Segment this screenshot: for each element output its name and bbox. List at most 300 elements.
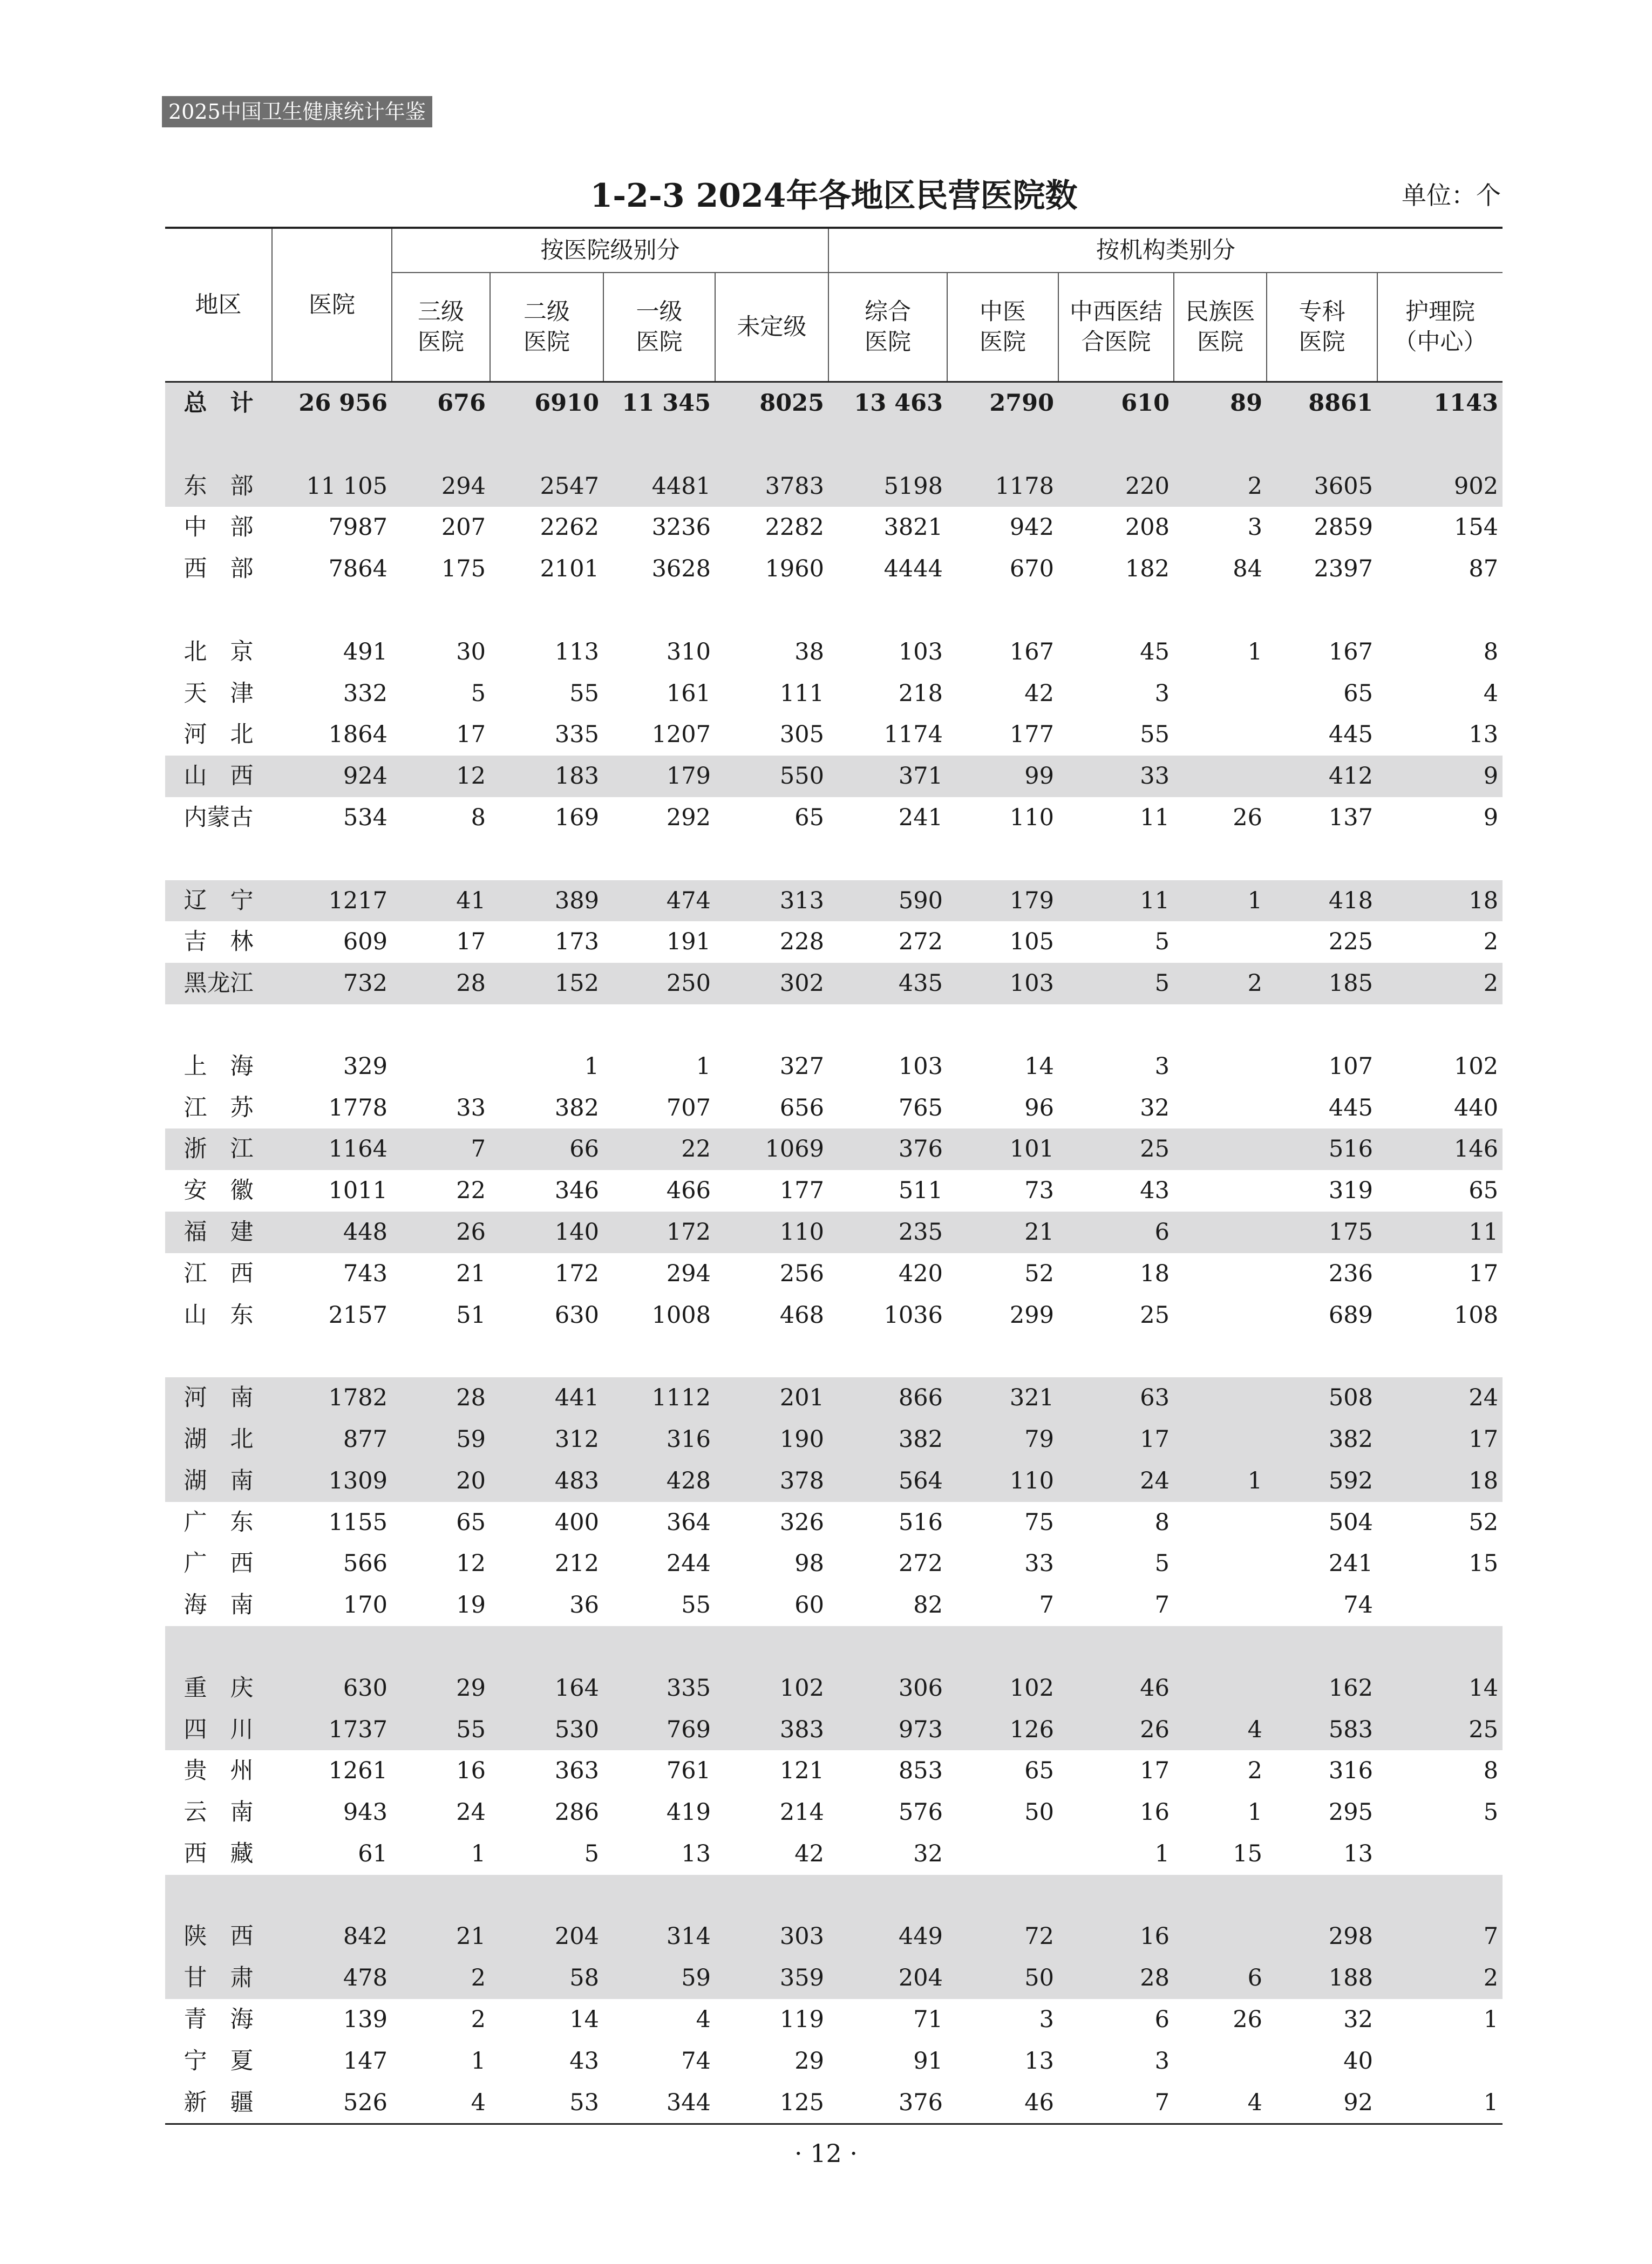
value-cell: 2 xyxy=(1174,466,1267,507)
value-cell: 25 xyxy=(1377,1709,1503,1751)
value-cell: 6 xyxy=(1174,1957,1267,1999)
value-cell: 15 xyxy=(1469,1550,1499,1578)
value-cell: 28 xyxy=(1058,1957,1174,1999)
value-cell: 52 xyxy=(1024,1260,1054,1287)
value-cell xyxy=(1174,1128,1267,1170)
value-cell: 154 xyxy=(1453,514,1499,541)
table-row xyxy=(165,1750,1503,1792)
value-cell: 943 xyxy=(343,1799,387,1826)
value-cell: 1 xyxy=(696,1052,711,1080)
region-cell: 陕 西 xyxy=(165,1916,272,1957)
value-cell: 175 xyxy=(1267,1212,1377,1253)
value-cell xyxy=(1174,1046,1267,1087)
table-row xyxy=(165,1916,1503,1957)
value-cell: 4 xyxy=(696,2006,711,2034)
value-cell: 1261 xyxy=(328,1757,387,1785)
table-row xyxy=(165,756,1503,797)
value-cell: 26 xyxy=(392,1212,490,1253)
value-cell: 59 xyxy=(603,1957,715,1999)
region-cell: 上 海 xyxy=(183,1052,254,1080)
table-row xyxy=(165,921,1503,963)
value-cell: 364 xyxy=(666,1508,711,1536)
value-cell: 14 xyxy=(1377,1668,1503,1709)
value-cell: 16 xyxy=(456,1757,486,1785)
table-row xyxy=(165,673,1503,715)
value-cell: 732 xyxy=(272,963,392,1004)
value-cell: 382 xyxy=(554,1094,599,1121)
value-cell: 105 xyxy=(1009,928,1054,956)
value-cell: 244 xyxy=(666,1550,711,1578)
table-row xyxy=(165,466,1503,507)
value-cell: 204 xyxy=(490,1916,603,1957)
value-cell: 292 xyxy=(666,804,711,831)
value-cell: 3 xyxy=(1154,2047,1170,2075)
value-cell: 435 xyxy=(828,963,947,1004)
value-cell: 13 xyxy=(1343,1840,1373,1867)
table-row xyxy=(165,1212,1503,1253)
region-cell: 河 北 xyxy=(183,721,254,749)
value-cell: 50 xyxy=(1024,1799,1054,1826)
header-region: 地区 xyxy=(165,228,272,382)
value-cell: 111 xyxy=(779,679,824,707)
value-cell: 363 xyxy=(554,1757,599,1785)
value-cell: 1 xyxy=(584,1052,599,1080)
value-cell: 18 xyxy=(1377,1460,1503,1502)
value-cell: 312 xyxy=(490,1419,603,1460)
header-level-col: 一级 医院 xyxy=(603,273,715,382)
value-cell: 185 xyxy=(1267,963,1377,1004)
value-cell: 42 xyxy=(794,1840,824,1867)
value-cell: 3 xyxy=(1247,514,1262,541)
spacer-row xyxy=(165,1336,1503,1377)
value-cell: 420 xyxy=(898,1260,943,1287)
value-cell: 853 xyxy=(898,1757,943,1785)
value-cell: 1011 xyxy=(328,1177,387,1205)
region-cell: 天 津 xyxy=(183,679,254,707)
value-cell: 63 xyxy=(1058,1377,1174,1419)
value-cell: 11 xyxy=(1058,880,1174,922)
region-cell: 黑龙江 xyxy=(165,963,272,1004)
value-cell: 3821 xyxy=(883,514,943,541)
value-cell: 1207 xyxy=(651,721,711,749)
value-cell: 17 xyxy=(1140,1757,1170,1785)
value-cell: 3 xyxy=(1154,1052,1170,1080)
value-cell: 302 xyxy=(715,963,828,1004)
value-cell: 326 xyxy=(779,1508,824,1536)
value-cell: 4 xyxy=(1174,2082,1267,2124)
total-row xyxy=(165,382,1503,424)
value-cell: 177 xyxy=(1009,721,1054,749)
value-cell: 2157 xyxy=(328,1301,387,1329)
spacer-cell xyxy=(165,590,1503,631)
table-row xyxy=(165,1999,1503,2041)
value-cell: 5 xyxy=(1154,1550,1170,1578)
value-cell: 29 xyxy=(392,1668,490,1709)
region-cell: 东 部 xyxy=(165,466,272,507)
value-cell: 564 xyxy=(828,1460,947,1502)
value-cell: 7 xyxy=(1058,2082,1174,2124)
value-cell: 468 xyxy=(779,1301,824,1329)
value-cell: 11 345 xyxy=(603,382,715,424)
header-level-col: 二级 医院 xyxy=(490,273,603,382)
table-row xyxy=(165,1253,1503,1295)
value-cell: 228 xyxy=(779,928,824,956)
value-cell: 319 xyxy=(1328,1177,1373,1205)
value-cell: 73 xyxy=(1024,1177,1054,1205)
value-cell: 15 xyxy=(1233,1840,1262,1867)
value-cell: 1960 xyxy=(765,555,824,583)
value-cell: 177 xyxy=(779,1177,824,1205)
value-cell: 79 xyxy=(947,1419,1058,1460)
value-cell: 566 xyxy=(343,1550,387,1578)
value-cell: 58 xyxy=(490,1957,603,1999)
value-cell: 241 xyxy=(898,804,943,831)
value-cell: 1112 xyxy=(603,1377,715,1419)
value-cell: 11 xyxy=(1377,1212,1503,1253)
value-cell: 526 xyxy=(272,2082,392,2124)
region-cell: 新 疆 xyxy=(165,2082,272,2124)
value-cell: 98 xyxy=(794,1550,824,1578)
region-cell: 辽 宁 xyxy=(165,880,272,922)
value-cell: 126 xyxy=(947,1709,1058,1751)
statistics-table xyxy=(165,227,1503,2125)
region-cell: 宁 夏 xyxy=(183,2047,254,2075)
value-cell: 327 xyxy=(779,1052,824,1080)
header-level-col: 三级 医院 xyxy=(392,273,490,382)
value-cell: 761 xyxy=(666,1757,711,1785)
value-cell: 19 xyxy=(456,1592,486,1619)
value-cell: 303 xyxy=(715,1916,828,1957)
spacer-cell xyxy=(165,839,1503,880)
value-cell: 4 xyxy=(392,2082,490,2124)
value-cell: 53 xyxy=(490,2082,603,2124)
value-cell: 382 xyxy=(828,1419,947,1460)
value-cell: 842 xyxy=(272,1916,392,1957)
value-cell: 65 xyxy=(1343,679,1373,707)
value-cell xyxy=(1174,756,1267,797)
region-cell: 云 南 xyxy=(183,1799,254,1826)
value-cell: 7 xyxy=(392,1128,490,1170)
value-cell xyxy=(1174,1916,1267,1957)
table-row xyxy=(165,1668,1503,1709)
table-row xyxy=(165,1460,1503,1502)
region-cell: 山 东 xyxy=(183,1301,254,1329)
value-cell: 119 xyxy=(779,2006,824,2034)
value-cell: 313 xyxy=(715,880,828,922)
value-cell: 11 105 xyxy=(272,466,392,507)
region-cell: 贵 州 xyxy=(183,1757,254,1785)
value-cell: 75 xyxy=(1024,1508,1054,1536)
value-cell: 298 xyxy=(1267,1916,1377,1957)
value-cell: 113 xyxy=(554,638,599,665)
value-cell: 6 xyxy=(1154,2006,1170,2034)
value-cell xyxy=(1174,673,1267,715)
value-cell: 1036 xyxy=(883,1301,943,1329)
value-cell: 45 xyxy=(1140,638,1170,665)
value-cell: 139 xyxy=(343,2006,387,2034)
value-cell: 491 xyxy=(343,638,387,665)
value-cell xyxy=(1174,1377,1267,1419)
value-cell: 36 xyxy=(569,1592,599,1619)
value-cell: 371 xyxy=(828,756,947,797)
unit-label: 单位：个 xyxy=(1402,181,1501,210)
spacer-cell xyxy=(165,1336,1503,1377)
value-cell: 2262 xyxy=(540,514,599,541)
value-cell: 51 xyxy=(456,1301,486,1329)
value-cell xyxy=(1174,1295,1267,1336)
value-cell: 108 xyxy=(1453,1301,1499,1329)
value-cell: 66 xyxy=(490,1128,603,1170)
value-cell: 147 xyxy=(343,2047,387,2075)
value-cell: 179 xyxy=(947,880,1058,922)
value-cell: 321 xyxy=(947,1377,1058,1419)
value-cell: 169 xyxy=(554,804,599,831)
value-cell: 46 xyxy=(1058,1668,1174,1709)
value-cell: 3 xyxy=(1154,679,1170,707)
value-cell: 14 xyxy=(569,2006,599,2034)
value-cell xyxy=(1174,1087,1267,1129)
header-type-col: 护理院 （中心） xyxy=(1377,273,1503,382)
value-cell: 530 xyxy=(490,1709,603,1751)
value-cell: 102 xyxy=(947,1668,1058,1709)
table-row xyxy=(165,1419,1503,1460)
value-cell: 17 xyxy=(1377,1419,1503,1460)
value-cell: 3 xyxy=(1039,2006,1054,2034)
value-cell: 183 xyxy=(490,756,603,797)
value-cell: 412 xyxy=(1267,756,1377,797)
header-type-col: 民族医 医院 xyxy=(1174,273,1267,382)
region-cell: 广 东 xyxy=(183,1508,254,1536)
value-cell: 689 xyxy=(1328,1301,1373,1329)
value-cell xyxy=(1377,1585,1503,1626)
value-cell: 207 xyxy=(441,514,486,541)
value-cell xyxy=(1174,714,1267,756)
table-row xyxy=(165,1377,1503,1419)
value-cell: 306 xyxy=(828,1668,947,1709)
value-cell: 2 xyxy=(1377,1957,1503,1999)
value-cell: 656 xyxy=(779,1094,824,1121)
value-cell: 5 xyxy=(584,1840,599,1867)
table-row xyxy=(165,1543,1503,1585)
table-row xyxy=(165,1833,1503,1875)
value-cell: 32 xyxy=(1140,1094,1170,1121)
value-cell: 2 xyxy=(1247,1757,1262,1785)
value-cell: 1782 xyxy=(272,1377,392,1419)
spacer-cell xyxy=(165,1875,1503,1916)
header-level-col: 未定级 xyxy=(715,273,828,382)
value-cell: 376 xyxy=(828,1128,947,1170)
value-cell: 152 xyxy=(490,963,603,1004)
value-cell: 378 xyxy=(715,1460,828,1502)
value-cell: 534 xyxy=(343,804,387,831)
value-cell: 214 xyxy=(779,1799,824,1826)
value-cell: 743 xyxy=(343,1260,387,1287)
value-cell: 30 xyxy=(456,638,486,665)
value-cell: 43 xyxy=(569,2047,599,2075)
value-cell: 1737 xyxy=(272,1709,392,1751)
value-cell: 1 xyxy=(1174,880,1267,922)
region-cell: 中 部 xyxy=(183,514,254,541)
value-cell: 294 xyxy=(666,1260,711,1287)
table-row xyxy=(165,1046,1503,1087)
value-cell: 102 xyxy=(715,1668,828,1709)
value-cell: 1174 xyxy=(883,721,943,749)
value-cell: 1178 xyxy=(947,466,1058,507)
region-cell: 四 川 xyxy=(165,1709,272,1751)
region-cell: 甘 肃 xyxy=(165,1957,272,1999)
value-cell: 942 xyxy=(1009,514,1054,541)
value-cell: 5 xyxy=(1483,1799,1499,1826)
header-type-col: 综合 医院 xyxy=(828,273,947,382)
value-cell: 924 xyxy=(272,756,392,797)
table-row xyxy=(165,507,1503,548)
value-cell: 7 xyxy=(1154,1592,1170,1619)
value-cell: 8025 xyxy=(715,382,828,424)
value-cell: 1864 xyxy=(328,721,387,749)
value-cell: 32 xyxy=(913,1840,943,1867)
value-cell: 82 xyxy=(913,1592,943,1619)
region-cell: 湖 南 xyxy=(165,1460,272,1502)
value-cell: 11 xyxy=(1140,804,1170,831)
value-cell: 18 xyxy=(1140,1260,1170,1287)
value-cell: 24 xyxy=(1377,1377,1503,1419)
value-cell: 335 xyxy=(603,1668,715,1709)
table-row xyxy=(165,880,1503,922)
header-group-by-type: 按机构类别分 xyxy=(828,228,1503,273)
value-cell: 2 xyxy=(1483,928,1499,956)
value-cell: 400 xyxy=(554,1508,599,1536)
value-cell: 1 xyxy=(1247,1799,1262,1826)
value-cell xyxy=(1377,1833,1503,1875)
value-cell: 204 xyxy=(828,1957,947,1999)
value-cell: 96 xyxy=(1024,1094,1054,1121)
value-cell: 272 xyxy=(898,1550,943,1578)
value-cell: 1309 xyxy=(272,1460,392,1502)
value-cell: 13 xyxy=(1024,2047,1054,2075)
value-cell: 1164 xyxy=(272,1128,392,1170)
value-cell: 1069 xyxy=(715,1128,828,1170)
value-cell: 448 xyxy=(272,1212,392,1253)
value-cell: 170 xyxy=(343,1592,387,1619)
value-cell: 26 956 xyxy=(272,382,392,424)
value-cell: 8 xyxy=(1483,638,1499,665)
region-cell: 广 西 xyxy=(183,1550,254,1578)
value-cell: 286 xyxy=(554,1799,599,1826)
header-type-col: 专科 医院 xyxy=(1267,273,1377,382)
value-cell xyxy=(1174,1502,1267,1544)
value-cell: 190 xyxy=(715,1419,828,1460)
value-cell xyxy=(1174,1543,1267,1585)
region-cell: 河 南 xyxy=(165,1377,272,1419)
value-cell: 902 xyxy=(1377,466,1503,507)
value-cell: 583 xyxy=(1267,1709,1377,1751)
header-group-by-level: 按医院级别分 xyxy=(392,228,828,273)
value-cell: 344 xyxy=(603,2082,715,2124)
value-cell: 272 xyxy=(898,928,943,956)
value-cell: 765 xyxy=(898,1094,943,1121)
value-cell: 162 xyxy=(1267,1668,1377,1709)
value-cell: 32 xyxy=(1343,2006,1373,2034)
value-cell xyxy=(1174,1585,1267,1626)
value-cell: 592 xyxy=(1267,1460,1377,1502)
spacer-row xyxy=(165,1626,1503,1668)
value-cell: 4444 xyxy=(883,555,943,583)
value-cell: 1 xyxy=(1483,2006,1499,2034)
value-cell: 314 xyxy=(603,1916,715,1957)
value-cell: 55 xyxy=(1140,721,1170,749)
value-cell: 6 xyxy=(1058,1212,1174,1253)
value-cell: 8 xyxy=(1483,1757,1499,1785)
value-cell: 329 xyxy=(343,1052,387,1080)
value-cell: 973 xyxy=(828,1709,947,1751)
value-cell: 2 xyxy=(392,1957,490,1999)
value-cell xyxy=(1377,2041,1503,2082)
value-cell: 13 xyxy=(681,1840,711,1867)
value-cell: 2397 xyxy=(1314,555,1373,583)
table-row xyxy=(165,1128,1503,1170)
value-cell: 5 xyxy=(471,679,486,707)
value-cell: 3236 xyxy=(651,514,711,541)
value-cell: 316 xyxy=(603,1419,715,1460)
value-cell: 101 xyxy=(947,1128,1058,1170)
value-cell: 877 xyxy=(272,1419,392,1460)
value-cell: 3783 xyxy=(715,466,828,507)
value-cell: 610 xyxy=(1058,382,1174,424)
value-cell: 250 xyxy=(603,963,715,1004)
value-cell: 13 463 xyxy=(828,382,947,424)
table-header xyxy=(165,228,1503,382)
value-cell: 335 xyxy=(554,721,599,749)
value-cell: 9 xyxy=(1483,804,1499,831)
table-row xyxy=(165,797,1503,839)
value-cell: 137 xyxy=(1328,804,1373,831)
value-cell: 419 xyxy=(666,1799,711,1826)
region-cell: 吉 林 xyxy=(183,928,254,956)
value-cell: 418 xyxy=(1267,880,1377,922)
value-cell: 449 xyxy=(828,1916,947,1957)
value-cell: 9 xyxy=(1377,756,1503,797)
region-cell: 内蒙古 xyxy=(183,804,254,831)
value-cell: 1143 xyxy=(1377,382,1503,424)
value-cell: 389 xyxy=(490,880,603,922)
region-cell: 江 西 xyxy=(183,1260,254,1287)
spacer-cell xyxy=(165,1626,1503,1668)
value-cell: 1 xyxy=(1247,638,1262,665)
value-cell: 8 xyxy=(471,804,486,831)
value-cell: 8 xyxy=(1154,1508,1170,1536)
value-cell xyxy=(1174,1668,1267,1709)
value-cell: 2 xyxy=(471,2006,486,2034)
value-cell: 103 xyxy=(947,963,1058,1004)
value-cell: 17 xyxy=(456,721,486,749)
value-cell: 110 xyxy=(715,1212,828,1253)
value-cell: 46 xyxy=(947,2082,1058,2124)
value-cell: 61 xyxy=(358,1840,387,1867)
value-cell: 26 xyxy=(1233,804,1262,831)
spacer-cell xyxy=(165,424,1503,466)
value-cell: 59 xyxy=(392,1419,490,1460)
region-cell: 北 京 xyxy=(183,638,254,665)
value-cell: 167 xyxy=(1328,638,1373,665)
value-cell: 22 xyxy=(603,1128,715,1170)
value-cell: 516 xyxy=(898,1508,943,1536)
value-cell: 17 xyxy=(456,928,486,956)
value-cell: 428 xyxy=(603,1460,715,1502)
value-cell: 866 xyxy=(828,1377,947,1419)
header-hospital: 医院 xyxy=(272,228,392,382)
value-cell: 218 xyxy=(898,679,943,707)
value-cell: 7 xyxy=(1039,1592,1054,1619)
